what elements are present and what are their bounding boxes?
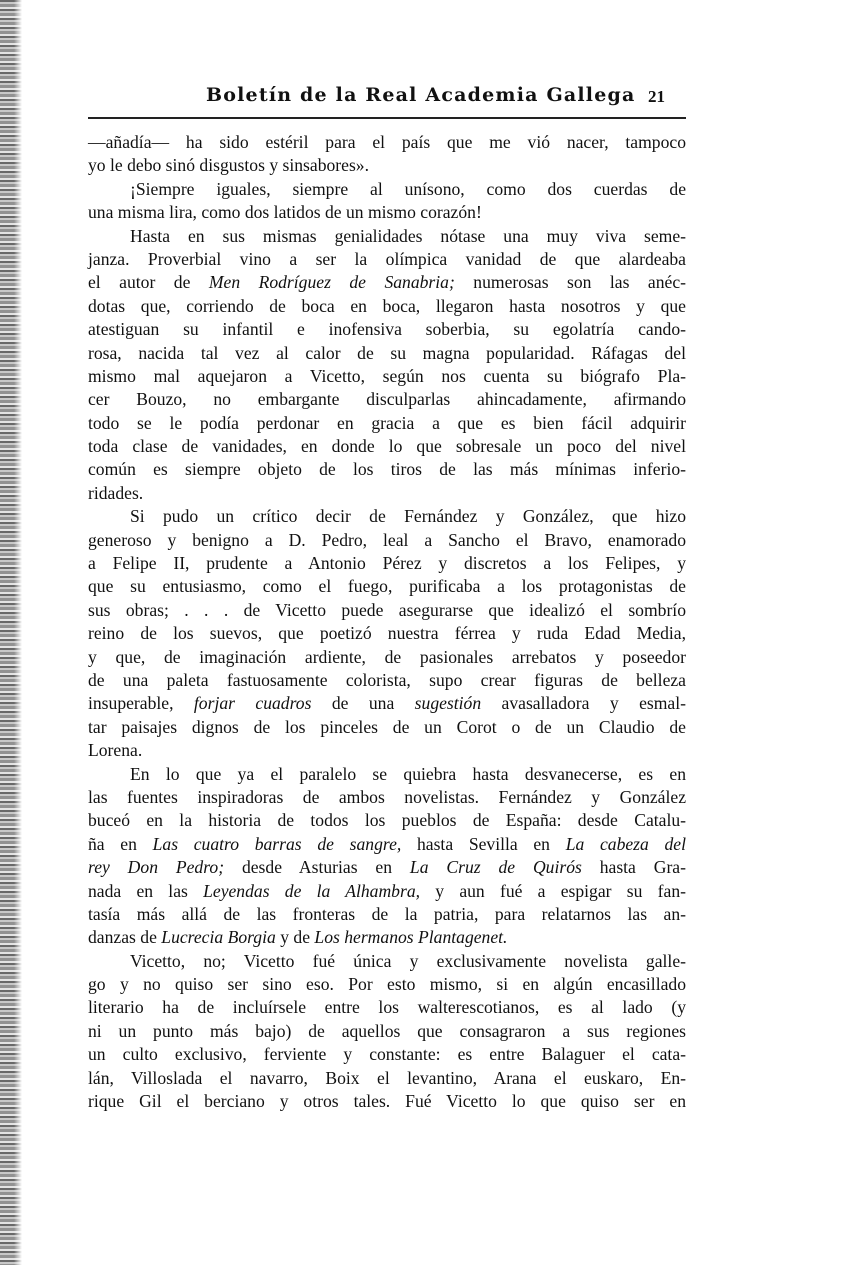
text-line — [88, 388, 686, 411]
text-line — [88, 365, 686, 388]
text-line — [88, 225, 686, 248]
text-run: —añadía— ha sido estéril para el país que me vió nacer, tampoco — [88, 132, 686, 152]
text-line — [88, 880, 686, 903]
text-run: Si pudo un crítico decir de Fernández y González, que hizo — [130, 506, 686, 527]
text-run: janza. Proverbial vino a ser la olímpica vanidad de que alardeaba — [88, 248, 686, 269]
text-line — [88, 271, 686, 294]
text-run: Lorena. — [88, 740, 143, 761]
text-line — [88, 786, 686, 809]
text-run: de una paleta fastuosamente colorista, supo crear figuras de belleza — [88, 669, 686, 690]
paragraph — [88, 950, 686, 1114]
paragraph — [88, 505, 686, 762]
page-binding-edge — [0, 0, 22, 1265]
text-run: dotas que, corriendo de boca en boca, llegaron hasta nosotros y que — [88, 295, 686, 316]
text-run: literario ha de incluírsele entre los walterescotianos, es al lado (y — [88, 997, 686, 1018]
text-line — [88, 973, 686, 996]
text-run: rosa, nacida tal vez al calor de su magna popularidad. Ráfagas del — [88, 342, 686, 363]
text-line — [88, 856, 686, 879]
text-line — [88, 669, 686, 692]
text-line — [88, 318, 686, 341]
text-line — [88, 131, 686, 154]
paragraph — [88, 131, 686, 178]
text-line — [88, 482, 686, 505]
text-run: ridades. — [88, 482, 144, 503]
text-run: todo se le podía perdonar en gracia a que es bien fácil adquirir — [88, 412, 686, 433]
text-run: yo le debo sinó disgustos y sinsabores». — [88, 155, 370, 176]
text-line — [88, 295, 686, 318]
text-run: avasalladora y esmal- — [481, 693, 686, 714]
body-text — [88, 131, 686, 1113]
text-line — [88, 201, 686, 224]
text-line — [88, 1090, 686, 1113]
italic-title: forjar cuadros — [193, 693, 312, 714]
text-run: tar paisajes dignos de los pinceles de un Corot o de un Claudio de — [88, 716, 686, 737]
text-run: cer Bouzo, no embargante disculparlas ahincadamente, afirmando — [88, 389, 686, 410]
italic-title: Los hermanos Plantagenet. — [314, 927, 508, 948]
paragraph — [88, 225, 686, 506]
text-line — [88, 248, 686, 271]
text-line — [88, 739, 686, 762]
running-header — [88, 82, 686, 112]
text-run: común es siempre objeto de los tiros de las más mínimas inferio- — [88, 459, 686, 480]
text-run: mismo mal aquejaron a Vicetto, según nos cuenta su biógrafo Pla- — [88, 365, 686, 386]
text-line — [88, 833, 686, 856]
italic-title: Las cuatro barras de sangre, — [152, 833, 402, 854]
text-run: sus obras; . . . de Vicetto puede asegurarse que idealizó el sombrío — [88, 599, 686, 620]
text-run: rique Gil el berciano y otros tales. Fué Vicetto lo que quiso ser en — [88, 1091, 686, 1112]
text-run: lán, Villoslada el navarro, Boix el levantino, Arana el euskaro, En- — [88, 1067, 686, 1088]
text-line — [88, 575, 686, 598]
text-run: go y no quiso ser sino eso. Por esto mismo, si en algún encasillado — [88, 974, 686, 995]
text-run: un culto exclusivo, ferviente y constante: es entre Balaguer el cata- — [88, 1044, 686, 1065]
text-run: las fuentes inspiradoras de ambos novelistas. Fernández y González — [88, 786, 686, 807]
text-line — [88, 763, 686, 786]
text-run: una misma lira, como dos latidos de un mismo corazón! — [88, 202, 482, 223]
text-run: que su entusiasmo, como el fuego, purificaba a los protagonistas de — [88, 576, 686, 597]
text-line — [88, 178, 686, 201]
text-line — [88, 692, 686, 715]
text-line — [88, 903, 686, 926]
text-line — [88, 412, 686, 435]
text-run: y de — [275, 927, 315, 948]
text-line — [88, 996, 686, 1019]
text-run: tasía más allá de las fronteras de la patria, para relatarnos las an- — [88, 903, 686, 924]
text-run: Hasta en sus mismas genialidades nótase una muy viva seme- — [130, 225, 686, 246]
text-line — [88, 154, 686, 177]
text-line — [88, 716, 686, 739]
text-run: ni un punto más bajo) de aquellos que consagraron a sus regiones — [88, 1020, 686, 1041]
text-run: Vicetto, no; Vicetto fué única y exclusivamente novelista galle- — [130, 950, 686, 971]
text-line — [88, 599, 686, 622]
page-number: 21 — [648, 87, 665, 106]
text-run: hasta Gra- — [581, 857, 686, 878]
text-line — [88, 529, 686, 552]
italic-title: La Cruz de Quirós — [409, 857, 582, 878]
italic-title: rey Don Pedro; — [88, 857, 225, 878]
text-run: insuperable, — [88, 693, 194, 714]
text-run: toda clase de vanidades, en donde lo que sobresale un poco del nivel — [88, 436, 686, 457]
text-line — [88, 950, 686, 973]
italic-title: Leyendas de la Alhambra, — [203, 880, 421, 901]
text-line — [88, 552, 686, 575]
italic-title: La cabeza del — [565, 833, 687, 854]
text-run: desde Asturias en — [224, 857, 410, 878]
text-line — [88, 505, 686, 528]
text-line — [88, 458, 686, 481]
text-run: danzas de — [88, 927, 162, 948]
text-run: de una — [311, 693, 415, 714]
text-run: numerosas son las anéc- — [454, 272, 686, 293]
text-line — [88, 926, 686, 949]
text-line — [88, 646, 686, 669]
text-run: ña en — [88, 833, 153, 854]
text-run: hasta Sevilla en — [401, 833, 566, 854]
text-run: y aun fué a espigar su fan- — [420, 880, 686, 901]
text-line — [88, 1043, 686, 1066]
text-run: ¡Siempre iguales, siempre al unísono, como dos cuerdas de — [130, 178, 686, 199]
italic-title: sugestión — [414, 693, 482, 714]
text-run: a Felipe II, prudente a Antonio Pérez y discretos a los Felipes, y — [88, 553, 686, 574]
header-rule — [88, 117, 686, 119]
text-line — [88, 622, 686, 645]
text-run: buceó en la historia de todos los pueblos de España: desde Catalu- — [88, 810, 686, 831]
text-run: y que, de imaginación ardiente, de pasionales arrebatos y poseedor — [88, 646, 686, 667]
text-run: nada en las — [88, 880, 204, 901]
text-line — [88, 1067, 686, 1090]
text-run: atestiguan su infantil e inofensiva soberbia, su egolatría cando- — [88, 319, 686, 340]
text-line — [88, 435, 686, 458]
text-run: reino de los suevos, que poetizó nuestra férrea y ruda Edad Media, — [88, 623, 686, 644]
italic-title: Lucrecia Borgia — [161, 927, 276, 948]
text-line — [88, 342, 686, 365]
text-run: En lo que ya el paralelo se quiebra hasta desvanecerse, es en — [130, 763, 686, 784]
text-run: el autor de — [88, 272, 209, 293]
text-run: generoso y benigno a D. Pedro, leal a Sancho el Bravo, enamorado — [88, 529, 686, 550]
text-line — [88, 1020, 686, 1043]
text-line — [88, 809, 686, 832]
italic-title: Men Rodríguez de Sanabria; — [208, 272, 455, 293]
paragraph — [88, 178, 686, 225]
journal-title: Boletín de la Real Academia Gallega — [206, 84, 636, 106]
paragraph — [88, 763, 686, 950]
